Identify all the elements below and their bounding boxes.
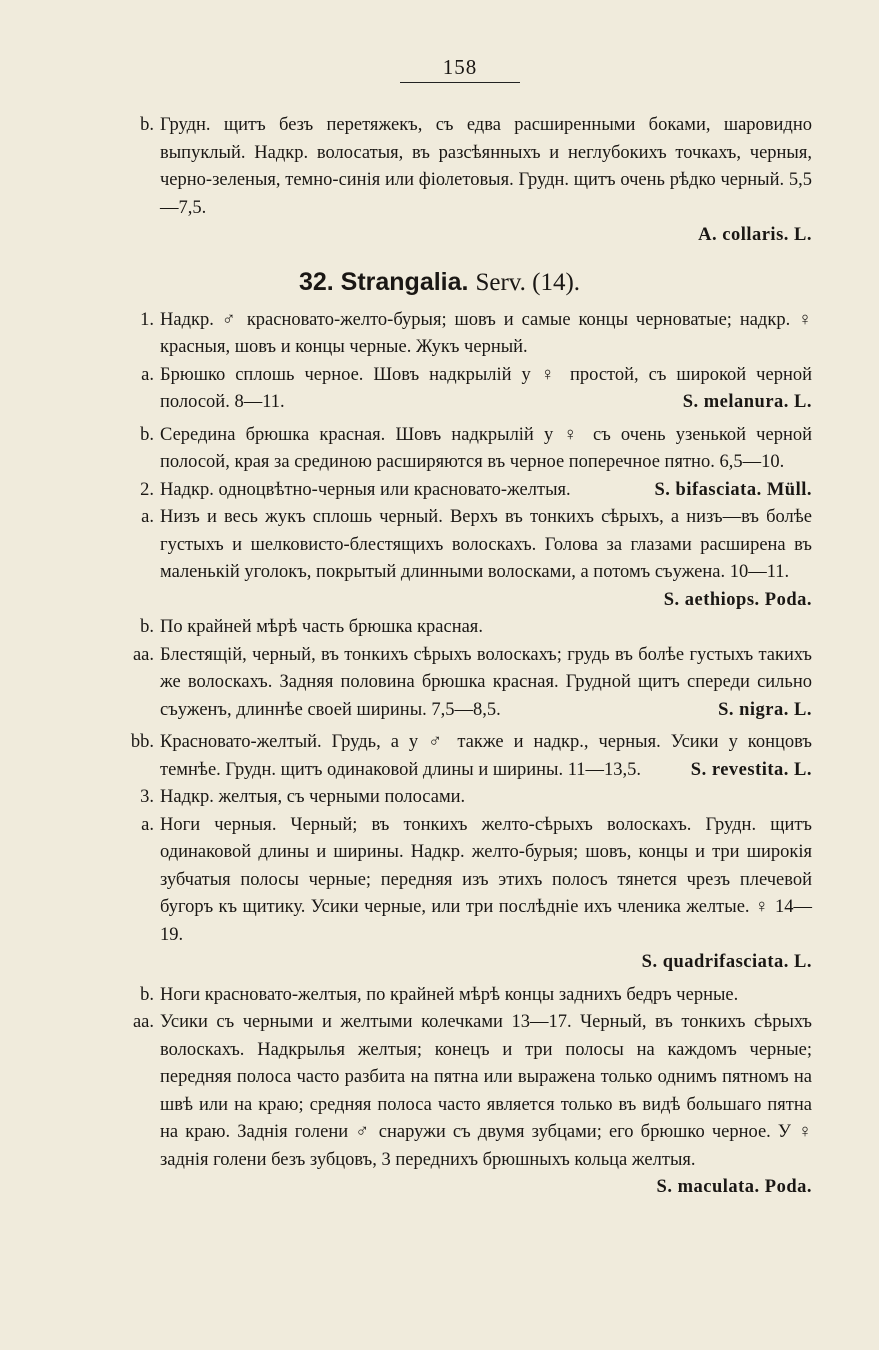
entry-text: Грудн. щитъ безъ перетяжекъ, съ едва расширенными боками, шаровидно выпуклый. Надкр. волосатыя, въ разсѣянныхъ и неглубокихъ точкахъ, черныя, черно-зеленыя, темно-синія или фіолетовыя. Грудн. щитъ очень рѣдко черный. 5,5—7,5.: [160, 115, 812, 218]
entry-text: Брюшко сплошь черное. Шовъ надкрылій у ♀ простой, съ широкой черной полосой. 8—11.: [160, 364, 812, 412]
genus-heading: 32. Strangalia. Serv. (14).: [298, 267, 581, 296]
entry-label: b.: [140, 115, 154, 135]
entry-text: Ноги черныя. Черный; въ тонкихъ желто-сѣрыхъ волоскахъ. Грудн. щитъ одинаковой длины и ширины. Надкр. желто-бурыя; шовъ, концы и три широкія зубчатыя полосы черные; передняя изъ этихъ полосъ тянется чрезъ плечевой бугоръ къ щитику. Усики черные, или три послѣдніе ихъ членика желтые. ♀ 14—19.: [160, 814, 812, 945]
entry-text: Середина брюшка красная. Шовъ надкрылій у ♀ съ очень узенькой черной полосой, края за срединою расширяются въ черное поперечное пятно. 6,5—10.: [160, 424, 812, 472]
key-entry: [141, 504, 812, 614]
entry-text: По крайней мѣрѣ часть брюшка красная.: [160, 617, 483, 637]
species-name: S. revestita. L.: [690, 759, 812, 780]
key-entry: [141, 812, 812, 977]
entry-text: Надкр. ♂ красновато-желто-бурыя; шовъ и самые концы черноватые; надкр. ♀ красныя, шовъ и концы черные. Жукъ черный.: [160, 309, 812, 357]
entry-text: Ноги красновато-желтыя, по крайней мѣрѣ концы заднихъ бедръ черные.: [160, 984, 739, 1005]
genus-number: 32.: [298, 267, 334, 296]
entry-label: b.: [140, 617, 154, 637]
entry-label: a.: [141, 507, 154, 527]
entry-text: Блестящій, черный, въ тонкихъ сѣрыхъ волоскахъ; грудь въ болѣе густыхъ такихъ же волоскахъ. Задняя половина брюшка красная. Грудной щитъ спереди сильно съуженъ, длиннѣе своей ширины. 7,5—8,5.: [160, 644, 812, 720]
key-entry: [140, 982, 812, 1010]
entry-label: 2.: [140, 479, 154, 500]
genus-name: Strangalia: [340, 267, 462, 296]
species-name: A. collaris. L.: [698, 225, 812, 245]
species-name: S. nigra. L.: [718, 699, 812, 720]
key-entry: [140, 477, 812, 505]
species-name: S. maculata. Poda.: [656, 1177, 812, 1197]
page-number-rule: [400, 82, 520, 83]
entry-text: Усики съ черными и желтыми колечками 13—17. Черный, въ тонкихъ сѣрыхъ волоскахъ. Надкрылья желтыя; конецъ и три полосы на каждомъ черные; передняя полоса часто разбита на пятна или выражена только однимъ пятномъ на швѣ или на краю; средняя полоса часто является только въ видѣ большаго пятна на краю. Заднія голени ♂ снаружи съ двумя зубцами; его брюшко черное. У ♀ заднія голени безъ зубцовъ, 3 переднихъ брюшныхъ кольца желтыя.: [160, 1012, 812, 1170]
page-text: [0, 112, 879, 1202]
key-entry-collaris: [140, 112, 812, 250]
key-entry: [140, 784, 812, 812]
entry-label: b.: [140, 984, 154, 1005]
entry-label: a.: [141, 364, 154, 385]
entry-text: Надкр. желтыя, съ черными полосами.: [160, 787, 466, 807]
entry-label: bb.: [130, 732, 154, 752]
entry-label: a.: [141, 814, 154, 835]
entry-text: Низъ и весь жукъ сплошь черный. Верхъ въ тонкихъ сѣрыхъ, а низъ—въ болѣе густыхъ и шелковисто-блестящихъ волоскахъ. Голова за глазами расширена въ маленькій уголокъ, покрытый длинными волосками, а потомъ съужена. 10—11.: [160, 507, 812, 582]
entry-label: aa.: [132, 1012, 154, 1032]
species-name: S. melanura. L.: [682, 392, 812, 412]
entry-label: 3.: [140, 787, 154, 807]
genus-author: Serv. (14).: [475, 268, 581, 296]
species-name: S. bifasciata. Müll.: [654, 479, 812, 500]
key-entry: [132, 1009, 812, 1197]
entry-label: b.: [140, 424, 154, 445]
key-entry: [140, 307, 812, 362]
entry-label: aa.: [132, 644, 154, 665]
key-entry: [141, 362, 812, 417]
page-number: 158: [442, 55, 478, 79]
entry-label: 1.: [140, 309, 154, 330]
species-name: S. quadrifasciata. L.: [641, 952, 812, 972]
key-entry: [140, 614, 812, 642]
species-name: S. aethiops. Poda.: [663, 589, 812, 610]
key-entry: [132, 642, 812, 725]
entry-text: Надкр. одноцвѣтно-черныя или красновато-желтыя.: [160, 479, 571, 500]
entry-text: Красновато-желтый. Грудь, а у ♂ также и надкр., черныя. Усики у концовъ темнѣе. Грудн. щитъ одинаковой длины и ширины. 11—13,5.: [160, 732, 812, 780]
key-entry: [130, 729, 812, 784]
